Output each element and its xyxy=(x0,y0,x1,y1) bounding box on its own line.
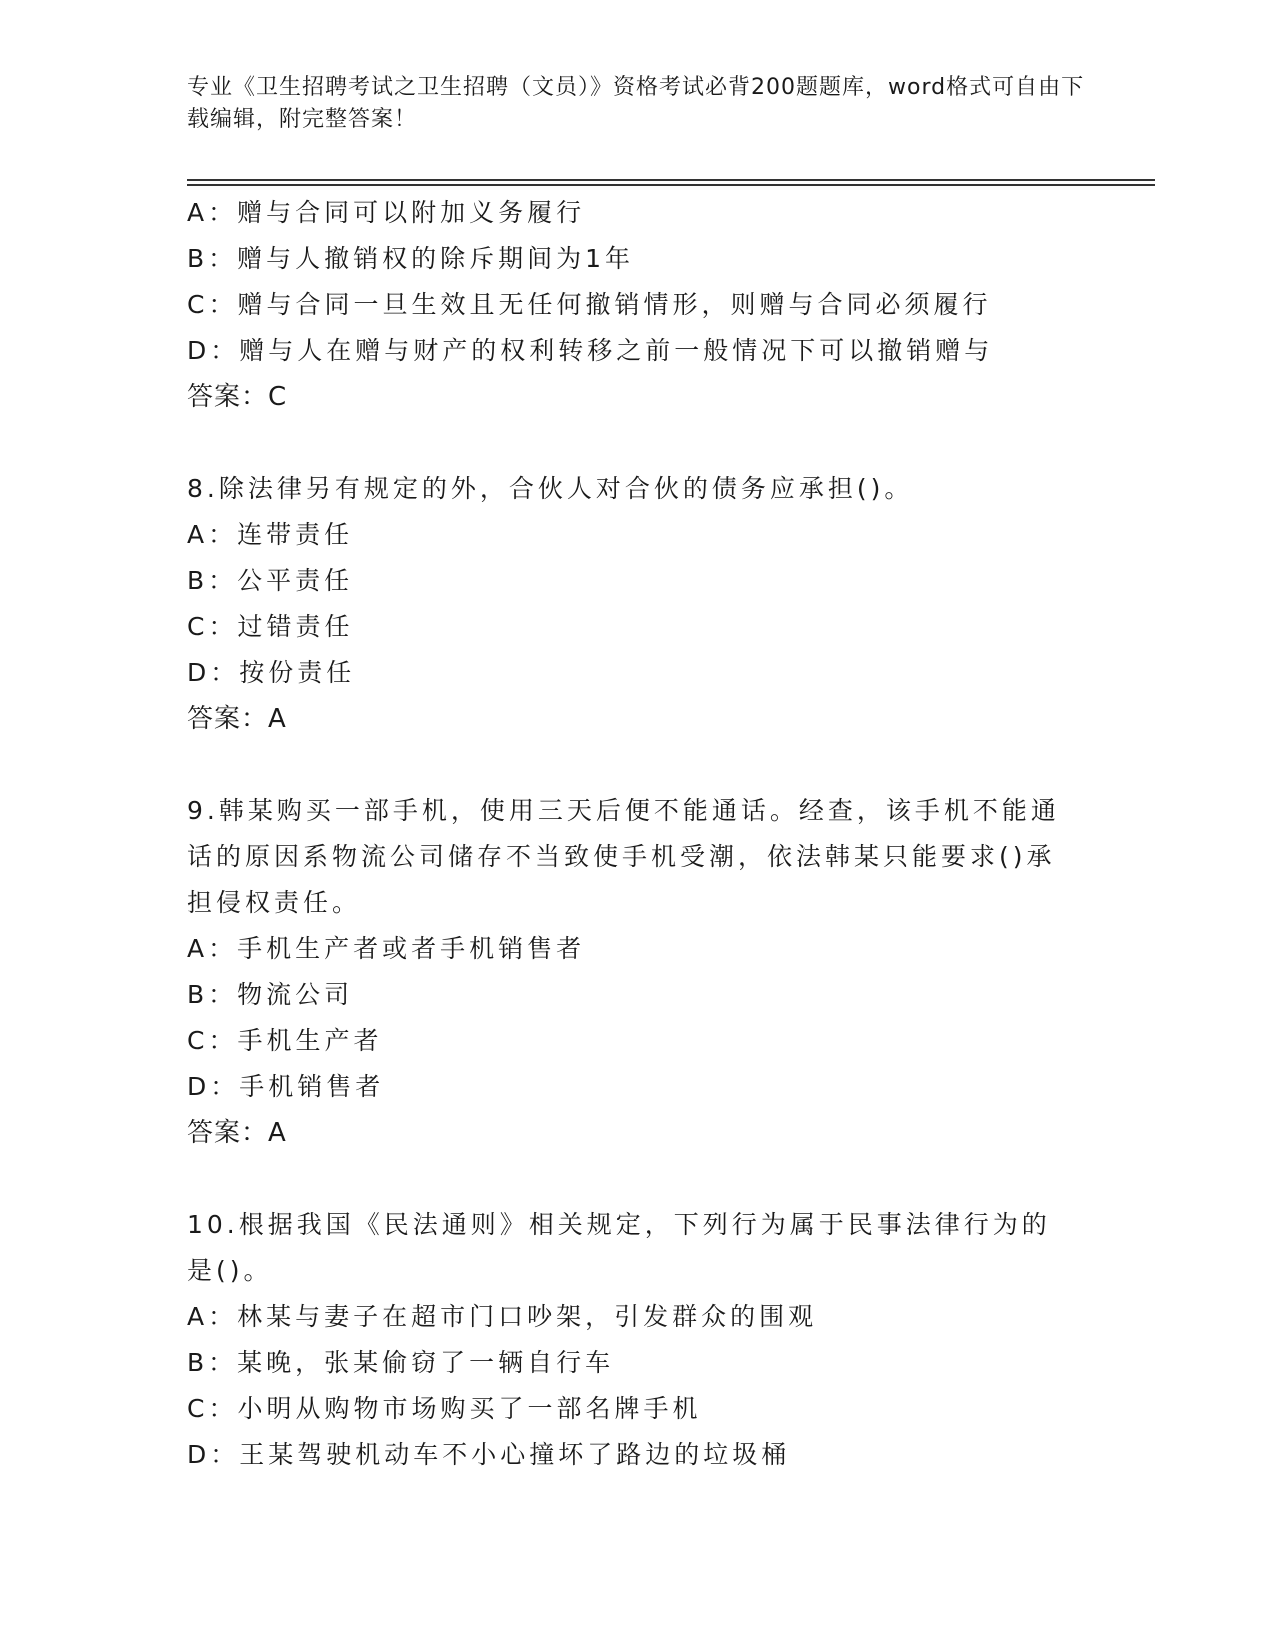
option-a: A：林某与妻子在超市门口吵架，引发群众的围观 xyxy=(187,1302,818,1331)
answer: 答案：A xyxy=(187,704,287,734)
option-d: D：赠与人在赠与财产的权利转移之前一般情况下可以撤销赠与 xyxy=(187,336,994,365)
spacer xyxy=(187,420,1087,466)
option-c: C：手机生产者 xyxy=(187,1026,383,1055)
question-stem: 10.根据我国《民法通则》相关规定，下列行为属于民事法律行为的是()。 xyxy=(187,1210,1051,1285)
header-rule-top xyxy=(187,179,1155,181)
question-8 xyxy=(187,466,1087,742)
spacer xyxy=(187,1156,1087,1202)
option-a: A：赠与合同可以附加义务履行 xyxy=(187,198,586,227)
question-stem: 9.韩某购买一部手机，使用三天后便不能通话。经查，该手机不能通话的原因系物流公司储存不当致使手机受潮，依法韩某只能要求()承担侵权责任。 xyxy=(187,796,1060,917)
spacer xyxy=(187,742,1087,788)
option-c: C：小明从购物市场购买了一部名牌手机 xyxy=(187,1394,702,1423)
option-b: B：赠与人撤销权的除斥期间为1年 xyxy=(187,244,635,273)
option-c: C：过错责任 xyxy=(187,612,354,641)
option-b: B：物流公司 xyxy=(187,980,354,1009)
question-9 xyxy=(187,788,1087,1156)
option-d: D：按份责任 xyxy=(187,658,356,687)
question-stem: 8.除法律另有规定的外，合伙人对合伙的债务应承担()。 xyxy=(187,474,914,503)
question-10 xyxy=(187,1202,1087,1478)
question-list xyxy=(187,190,1087,1478)
option-a: A：手机生产者或者手机销售者 xyxy=(187,934,586,963)
option-c: C：赠与合同一旦生效且无任何撤销情形，则赠与合同必须履行 xyxy=(187,290,992,319)
answer: 答案：A xyxy=(187,1118,287,1148)
option-a: A：连带责任 xyxy=(187,520,354,549)
option-d: D：手机销售者 xyxy=(187,1072,385,1101)
document-header: 专业《卫生招聘考试之卫生招聘（文员）》资格考试必背200题题库，word格式可自由下载编辑，附完整答案！ xyxy=(187,75,1085,132)
header-rule-bottom xyxy=(187,184,1155,186)
option-b: B：某晚，张某偷窃了一辆自行车 xyxy=(187,1348,615,1377)
question-7 xyxy=(187,190,1087,420)
option-d: D：王某驾驶机动车不小心撞坏了路边的垃圾桶 xyxy=(187,1440,791,1469)
answer: 答案：C xyxy=(187,382,288,412)
option-b: B：公平责任 xyxy=(187,566,354,595)
